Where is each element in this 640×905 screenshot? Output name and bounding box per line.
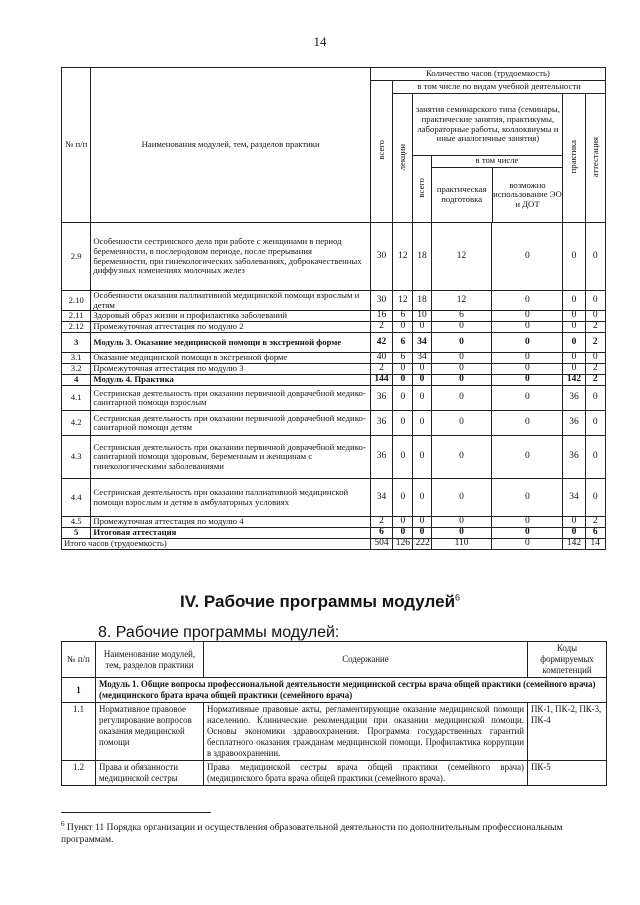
row-name: Промежуточная аттестация по модулю 4 [91,517,371,528]
page-number: 14 [313,34,327,49]
table-row [62,333,606,353]
row-name: Сестринская деятельность при оказании первичной доврачебной медико-санитарной помощи взрослым [91,386,371,411]
hours-cell: 0 [431,322,492,333]
row-name: Особенности сестринского дела при работе с женщинами в период беременности, в послеродовом периоде, после прерывания беременности, при гинекологических заболеваниях, доброкачественных диффузных изменениях молочных желез [91,223,371,291]
hours-cell: 0 [393,386,413,411]
hours-cell: 0 [413,364,431,375]
hours-cell: 6 [393,311,413,322]
row-number: 2.11 [62,311,91,322]
hours-cell: 0 [492,333,563,353]
table-row [62,364,606,375]
row-name: Оказание медицинской помощи в экстренной форме [91,353,371,364]
hours-cell: 12 [393,291,413,311]
program-row [62,761,607,786]
table-row [62,436,606,479]
total-cell: 0 [492,539,563,550]
hours-cell: 0 [563,528,585,539]
hours-cell: 0 [393,528,413,539]
table-row [62,353,606,364]
row-number: 4 [62,375,91,386]
t2-name-header: Наименование модулей, тем, разделов практики [96,642,204,678]
hours-cell: 0 [413,479,431,517]
hours-cell: 0 [492,353,563,364]
program-content: Права медицинской сестры врача общей практики (семейного врача) (медицинского брата врача общей практики (семейного врача). [204,761,528,786]
hours-cell: 34 [413,353,431,364]
hours-cell: 16 [370,311,392,322]
hours-cell: 0 [563,353,585,364]
row-number: 5 [62,528,91,539]
t2-codes-header: Коды формируемых компетенций [528,642,607,678]
hours-cell: 36 [563,436,585,479]
t2-num-header: № п/п [62,642,96,678]
total-cell: 504 [370,539,392,550]
hours-cell: 0 [393,436,413,479]
hours-cell: 0 [431,386,492,411]
module-title: Модуль 1. Общие вопросы профессиональной деятельности медицинской сестры врача общей практики (семейного врача) (медицинского брата врача общей практики (семейного врача) [96,678,607,703]
hours-cell: 6 [585,528,605,539]
hours-cell: 0 [492,528,563,539]
hours-cell: 2 [370,517,392,528]
hours-cell: 0 [492,517,563,528]
row-number: 2.10 [62,291,91,311]
hours-cell: 12 [431,223,492,291]
hours-cell: 0 [431,517,492,528]
hours-cell: 36 [563,411,585,436]
row-name: Сестринская деятельность при оказании первичной доврачебной медико-санитарной помощи детям [91,411,371,436]
row-name: Модуль 4. Практика [91,375,371,386]
row-name: Итоговая аттестация [91,528,371,539]
hours-cell: 36 [370,411,392,436]
hours-cell: 6 [431,311,492,322]
row-number: 4.5 [62,517,91,528]
hours-cell: 0 [413,411,431,436]
hours-cell: 0 [563,333,585,353]
total-cell: 222 [413,539,431,550]
hours-cell: 0 [413,386,431,411]
hours-cell: 18 [413,291,431,311]
hours-cell: 0 [431,364,492,375]
hours-cell: 0 [492,375,563,386]
hours-cell: 0 [393,411,413,436]
hours-cell: 142 [563,375,585,386]
seminar-header: занятия семинарского типа (семинары, практические занятия, практикумы, лабораторные работы, коллоквиумы и иные аналогичные занятия) [413,94,563,156]
hours-cell: 2 [585,517,605,528]
row-number: 3.2 [62,364,91,375]
row-number: 4.3 [62,436,91,479]
hours-cell: 0 [431,479,492,517]
hours-table [61,67,606,550]
programs-table [61,641,607,786]
hours-cell: 12 [431,291,492,311]
total-cell: 14 [585,539,605,550]
row-name: Сестринская деятельность при оказании паллиативной медицинской помощи взрослым и детям в амбулаторных условиях [91,479,371,517]
program-content: Нормативные правовые акты, регламентирующие оказание медицинской помощи населению. Клинические рекомендации при оказании медицинской помощи. Основы экономики здравоохранения. Программа государственных гарантий бесплатного оказания гражданам медицинской помощи. Профилактика коррупции в здравоохранении. [204,703,528,761]
hours-cell: 0 [393,479,413,517]
row-name: Сестринская деятельность при оказании первичной доврачебной медико-санитарной помощи здоровым, беременным и женщинам с гинекологическими заболеваниями [91,436,371,479]
hours-cell: 12 [393,223,413,291]
by-type-header: в том числе по видам учебной деятельности [393,81,606,94]
hours-cell: 0 [431,333,492,353]
table-row [62,322,606,333]
hours-cell: 0 [413,436,431,479]
hours-cell: 42 [370,333,392,353]
row-number: 2.9 [62,223,91,291]
hours-cell: 30 [370,291,392,311]
hours-cell: 2 [585,375,605,386]
col-name-header: Наименования модулей, тем, разделов практики [91,68,371,223]
hours-cell: 0 [492,479,563,517]
total-cell: 126 [393,539,413,550]
hours-cell: 0 [585,223,605,291]
hours-cell: 0 [585,411,605,436]
table-row [62,479,606,517]
row-number: 3.1 [62,353,91,364]
total-header: всего [370,81,392,223]
hours-cell: 0 [431,353,492,364]
hours-cell: 6 [393,333,413,353]
hours-cell: 0 [492,411,563,436]
row-name: Промежуточная аттестация по модулю 3 [91,364,371,375]
hours-cell: 0 [492,386,563,411]
hours-cell: 0 [585,479,605,517]
table-row [62,411,606,436]
hours-cell: 0 [585,291,605,311]
hours-cell: 2 [585,364,605,375]
hours-cell: 30 [370,223,392,291]
hours-cell: 0 [393,375,413,386]
hours-cell: 34 [413,333,431,353]
hours-cell: 0 [431,375,492,386]
hours-cell: 0 [563,364,585,375]
hours-cell: 6 [393,353,413,364]
row-name: Здоровый образ жизни и профилактика заболеваний [91,311,371,322]
table-row [62,311,606,322]
table-row [62,291,606,311]
hours-cell: 34 [370,479,392,517]
hours-cell: 0 [492,322,563,333]
program-name: Права и обязанности медицинской сестры [96,761,204,786]
row-number: 4.4 [62,479,91,517]
total-row [62,539,606,550]
total-cell: 142 [563,539,585,550]
lectures-header: лекции [393,94,413,223]
row-name: Промежуточная аттестация по модулю 2 [91,322,371,333]
subsection-title: 8. Рабочие программы модулей: [98,624,340,641]
hours-cell: 0 [585,311,605,322]
module-num: 1 [62,678,96,703]
col-num-header: № п/п [62,68,91,223]
hours-cell: 0 [431,411,492,436]
hours-cell: 34 [563,479,585,517]
hours-cell: 0 [563,517,585,528]
hours-cell: 0 [393,322,413,333]
hours-cell: 36 [370,386,392,411]
hours-cell: 0 [585,386,605,411]
attest-header: аттестация [585,94,605,223]
hours-cell: 0 [492,291,563,311]
hours-cell: 0 [413,528,431,539]
eo-dot-header: возможно использование ЭО и ДОТ [493,179,562,209]
program-codes: ПК-5 [528,761,607,786]
program-number: 1.2 [62,761,96,786]
hours-cell: 0 [563,291,585,311]
practice-header: практика [563,94,585,223]
hours-cell: 0 [413,517,431,528]
hours-cell: 0 [413,375,431,386]
hours-cell: 0 [563,311,585,322]
hours-cell: 40 [370,353,392,364]
table-row [62,223,606,291]
sem-incl-cell [431,156,563,223]
row-number: 4.2 [62,411,91,436]
program-name: Нормативное правовое регулирование вопросов оказания медицинской помощи [96,703,204,761]
hours-header: Количество часов (трудоемкость) [370,68,605,81]
program-row [62,703,607,761]
hours-cell: 18 [413,223,431,291]
table-row [62,517,606,528]
row-name: Особенности оказания паллиативной медицинской помощи взрослым и детям [91,291,371,311]
hours-cell: 0 [563,322,585,333]
total-label: Итого часов (трудоемкость) [62,539,371,550]
hours-cell: 0 [492,364,563,375]
row-number: 3 [62,333,91,353]
hours-cell: 0 [585,353,605,364]
hours-cell: 6 [370,528,392,539]
hours-cell: 0 [431,436,492,479]
incl-header: в том числе [432,156,563,168]
hours-cell: 2 [585,333,605,353]
footnote-divider [61,812,211,813]
table-row [62,528,606,539]
program-codes: ПК-1, ПК-2, ПК-3, ПК-4 [528,703,607,761]
section-title: IV. Рабочие программы модулей$^6$ [179,592,461,611]
hours-cell: 0 [413,322,431,333]
hours-cell: 0 [585,436,605,479]
sem-total-header: всего [413,156,431,223]
hours-cell: 0 [492,223,563,291]
hours-cell: 2 [370,322,392,333]
t2-content-header: Содержание [204,642,528,678]
hours-cell: 2 [585,322,605,333]
hours-cell: 0 [393,517,413,528]
table-row [62,386,606,411]
row-number: 2.12 [62,322,91,333]
program-number: 1.1 [62,703,96,761]
row-number: 4.1 [62,386,91,411]
hours-cell: 2 [370,364,392,375]
hours-cell: 36 [370,436,392,479]
prac-prep-header: практическая подготовка [432,168,493,222]
hours-cell: 36 [563,386,585,411]
hours-cell: 0 [492,311,563,322]
total-cell: 110 [431,539,492,550]
table-row [62,375,606,386]
hours-cell: 10 [413,311,431,322]
hours-cell: 0 [431,528,492,539]
hours-cell: 144 [370,375,392,386]
row-name: Модуль 3. Оказание медицинской помощи в экстренной форме [91,333,371,353]
hours-cell: 0 [563,223,585,291]
hours-cell: 0 [393,364,413,375]
hours-cell: 0 [492,436,563,479]
footnote: $^6$ Пункт 11 Порядка организации и осуществления образовательной деятельности по дополнительным профессиональным программам. [61,820,563,846]
